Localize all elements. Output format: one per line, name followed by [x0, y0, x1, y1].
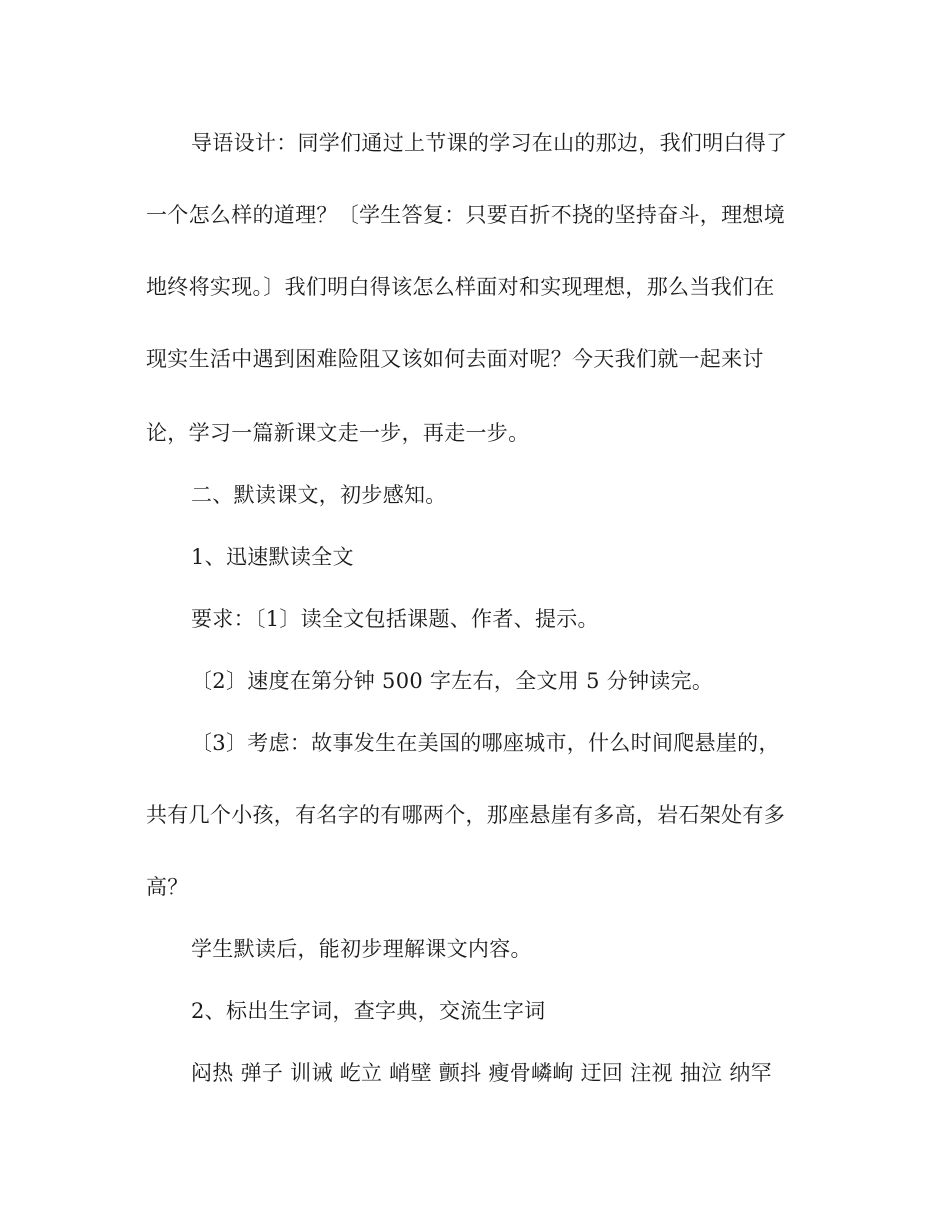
paragraph-intro-line-5: 论，学习一篇新课文走一步，再走一步。	[146, 421, 530, 445]
paragraph-intro-line-4: 现实生活中遇到困难险阻又该如何去面对呢？今天我们就一起来讨	[146, 347, 764, 371]
requirement-1: 要求：〔1〕读全文包括课题、作者、提示。	[191, 607, 599, 631]
paragraph-intro-line-2: 一个怎么样的道理？〔学生答复：只要百折不挠的坚持奋斗，理想境	[146, 203, 785, 227]
requirement-3-line-2: 共有几个小孩，有名字的有哪两个，那座悬崖有多高，岩石架处有多	[146, 803, 785, 827]
paragraph-intro-line-3: 地终将实现。〕我们明白得该怎么样面对和实现理想，那么当我们在	[146, 275, 775, 299]
step-1-heading: 1、迅速默读全文	[191, 545, 354, 569]
step-2-heading: 2、标出生字词，查字典，交流生字词	[191, 999, 546, 1023]
requirement-2: 〔2〕速度在第分钟 500 字左右，全文用 5 分钟读完。	[191, 669, 714, 693]
vocabulary-list: 闷热 弹子 训诫 屹立 峭壁 颤抖 瘦骨嶙峋 迂回 注视 抽泣 纳罕	[191, 1061, 772, 1085]
requirement-3-line-3: 高？	[146, 875, 189, 899]
student-reading-note: 学生默读后，能初步理解课文内容。	[191, 937, 532, 961]
requirement-3-line-1: 〔3〕考虑：故事发生在美国的哪座城市，什么时间爬悬崖的，	[191, 731, 780, 755]
section-heading-2: 二、默读课文，初步感知。	[191, 483, 447, 507]
paragraph-intro-line-1: 导语设计：同学们通过上节课的学习在山的那边，我们明白得了	[191, 131, 788, 155]
